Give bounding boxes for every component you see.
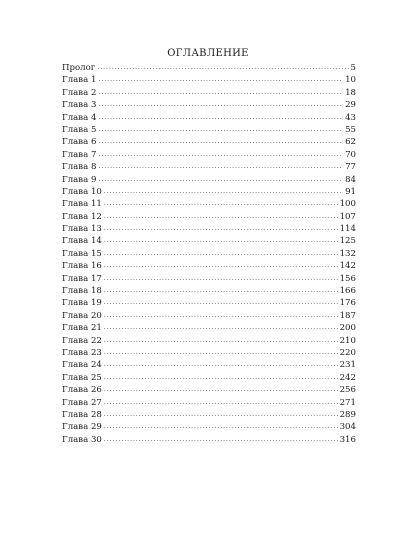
toc-entry[interactable] (62, 149, 356, 161)
toc-dot-leader (104, 223, 338, 235)
toc-entry[interactable] (62, 174, 356, 186)
toc-entry-page-number: 62 (345, 137, 356, 148)
toc-entry-label: Глава 26 (62, 385, 102, 396)
toc-entry-page-number: 156 (339, 273, 356, 284)
toc-entry[interactable] (62, 74, 356, 86)
toc-dot-leader (104, 198, 338, 210)
toc-entry-label: Глава 24 (62, 360, 102, 371)
toc-dot-leader (104, 322, 338, 334)
toc-entry[interactable] (62, 273, 356, 285)
toc-entry-label: Глава 20 (62, 310, 102, 321)
toc-dot-leader (104, 409, 338, 421)
toc-entry-page-number: 70 (345, 149, 356, 160)
toc-entry[interactable] (62, 322, 356, 334)
toc-entry-page-number: 210 (339, 335, 356, 346)
toc-entry-label: Глава 15 (62, 248, 102, 259)
toc-dot-leader (104, 397, 338, 409)
toc-dot-leader (104, 248, 338, 260)
toc-entry[interactable] (62, 211, 356, 223)
toc-entry-page-number: 304 (339, 422, 356, 433)
toc-dot-leader (98, 74, 343, 86)
toc-entry[interactable] (62, 397, 356, 409)
toc-list (62, 62, 356, 446)
toc-entry[interactable] (62, 359, 356, 371)
toc-entry-page-number: 18 (345, 87, 356, 98)
toc-entry[interactable] (62, 384, 356, 396)
toc-dot-leader (104, 310, 338, 322)
toc-entry-label: Глава 29 (62, 422, 102, 433)
toc-entry-page-number: 43 (345, 112, 356, 123)
toc-dot-leader (104, 273, 338, 285)
toc-dot-leader (104, 186, 343, 198)
toc-entry-page-number: 242 (339, 372, 356, 383)
toc-entry-page-number: 176 (339, 298, 356, 309)
toc-entry[interactable] (62, 434, 356, 446)
toc-entry-page-number: 125 (339, 236, 356, 247)
toc-entry[interactable] (62, 112, 356, 124)
toc-entry-page-number: 231 (339, 360, 356, 371)
toc-entry-page-number: 100 (339, 199, 356, 210)
toc-entry[interactable] (62, 260, 356, 272)
toc-entry-label: Глава 16 (62, 261, 102, 272)
toc-entry-label: Глава 18 (62, 286, 102, 297)
toc-entry-page-number: 114 (339, 224, 356, 235)
toc-entry-page-number: 187 (339, 310, 356, 321)
toc-entry[interactable] (62, 335, 356, 347)
toc-entry[interactable] (62, 285, 356, 297)
toc-entry[interactable] (62, 136, 356, 148)
toc-entry-label: Глава 13 (62, 224, 102, 235)
toc-entry-page-number: 29 (345, 100, 356, 111)
toc-dot-leader (98, 124, 343, 136)
toc-dot-leader (104, 434, 338, 446)
toc-entry-label: Глава 21 (62, 323, 102, 334)
toc-entry-page-number: 107 (339, 211, 356, 222)
toc-entry[interactable] (62, 347, 356, 359)
toc-dot-leader (98, 87, 343, 99)
toc-entry-label: Глава 10 (62, 186, 102, 197)
toc-dot-leader (104, 335, 338, 347)
toc-entry[interactable] (62, 297, 356, 309)
toc-entry-label: Глава 27 (62, 397, 102, 408)
toc-entry[interactable] (62, 124, 356, 136)
toc-entry-label: Глава 22 (62, 335, 102, 346)
toc-entry-label: Глава 11 (62, 199, 102, 210)
toc-entry-page-number: 5 (350, 63, 356, 73)
toc-dot-leader (104, 297, 338, 309)
toc-dot-leader (104, 384, 338, 396)
toc-entry[interactable] (62, 372, 356, 384)
toc-dot-leader (104, 260, 338, 272)
toc-entry[interactable] (62, 310, 356, 322)
toc-entry-page-number: 77 (345, 162, 356, 173)
toc-entry[interactable] (62, 248, 356, 260)
toc-dot-leader (104, 235, 338, 247)
toc-title: ОГЛАВЛЕНИЕ (167, 48, 249, 59)
toc-entry-page-number: 132 (339, 248, 356, 259)
toc-entry-label: Глава 7 (62, 149, 97, 160)
toc-entry[interactable] (62, 235, 356, 247)
toc-entry-page-number: 84 (345, 174, 356, 185)
toc-entry[interactable] (62, 87, 356, 99)
toc-entry-label: Глава 12 (62, 211, 102, 222)
toc-entry-page-number: 200 (339, 323, 356, 334)
toc-entry-page-number: 91 (345, 186, 356, 197)
toc-entry-page-number: 166 (339, 286, 356, 297)
toc-dot-leader (98, 112, 343, 124)
toc-dot-leader (98, 174, 343, 186)
toc-entry-label: Глава 5 (62, 124, 97, 135)
toc-entry[interactable] (62, 161, 356, 173)
toc-entry-label: Глава 23 (62, 347, 102, 358)
toc-entry-page-number: 271 (339, 397, 356, 408)
toc-entry-page-number: 142 (339, 261, 356, 272)
toc-entry[interactable] (62, 99, 356, 111)
toc-entry-page-number: 55 (345, 124, 356, 135)
toc-entry[interactable] (62, 223, 356, 235)
toc-entry-label: Глава 8 (62, 162, 97, 173)
toc-entry-label: Глава 6 (62, 137, 97, 148)
toc-dot-leader (104, 347, 338, 359)
toc-dot-leader (98, 161, 343, 173)
toc-dot-leader (104, 285, 338, 297)
toc-entry-page-number: 220 (339, 347, 356, 358)
toc-entry-label: Глава 9 (62, 174, 97, 185)
toc-dot-leader (98, 136, 343, 148)
toc-dot-leader (104, 359, 338, 371)
toc-entry-label: Глава 3 (62, 100, 97, 111)
toc-entry-label: Глава 4 (62, 112, 97, 123)
toc-entry[interactable] (62, 198, 356, 210)
toc-entry[interactable] (62, 186, 356, 198)
toc-dot-leader (97, 62, 348, 74)
toc-dot-leader (98, 99, 343, 111)
toc-entry-label: Глава 19 (62, 298, 102, 309)
toc-entry-label: Глава 28 (62, 409, 102, 420)
toc-entry-page-number: 316 (339, 434, 356, 445)
toc-dot-leader (104, 372, 338, 384)
toc-entry-label: Глава 25 (62, 372, 102, 383)
toc-entry-page-number: 256 (339, 385, 356, 396)
toc-dot-leader (98, 149, 343, 161)
toc-entry-label: Пролог (62, 63, 96, 73)
toc-entry-label: Глава 2 (62, 87, 97, 98)
toc-dot-leader (104, 211, 338, 223)
toc-entry-label: Глава 14 (62, 236, 102, 247)
toc-entry-label: Глава 17 (62, 273, 102, 284)
toc-dot-leader (104, 421, 338, 433)
toc-entry-page-number: 10 (345, 75, 356, 86)
toc-entry[interactable] (62, 421, 356, 433)
toc-entry-page-number: 289 (339, 409, 356, 420)
toc-entry-label: Глава 1 (62, 75, 97, 86)
toc-entry[interactable] (62, 62, 356, 74)
toc-entry[interactable] (62, 409, 356, 421)
toc-entry-label: Глава 30 (62, 434, 102, 445)
